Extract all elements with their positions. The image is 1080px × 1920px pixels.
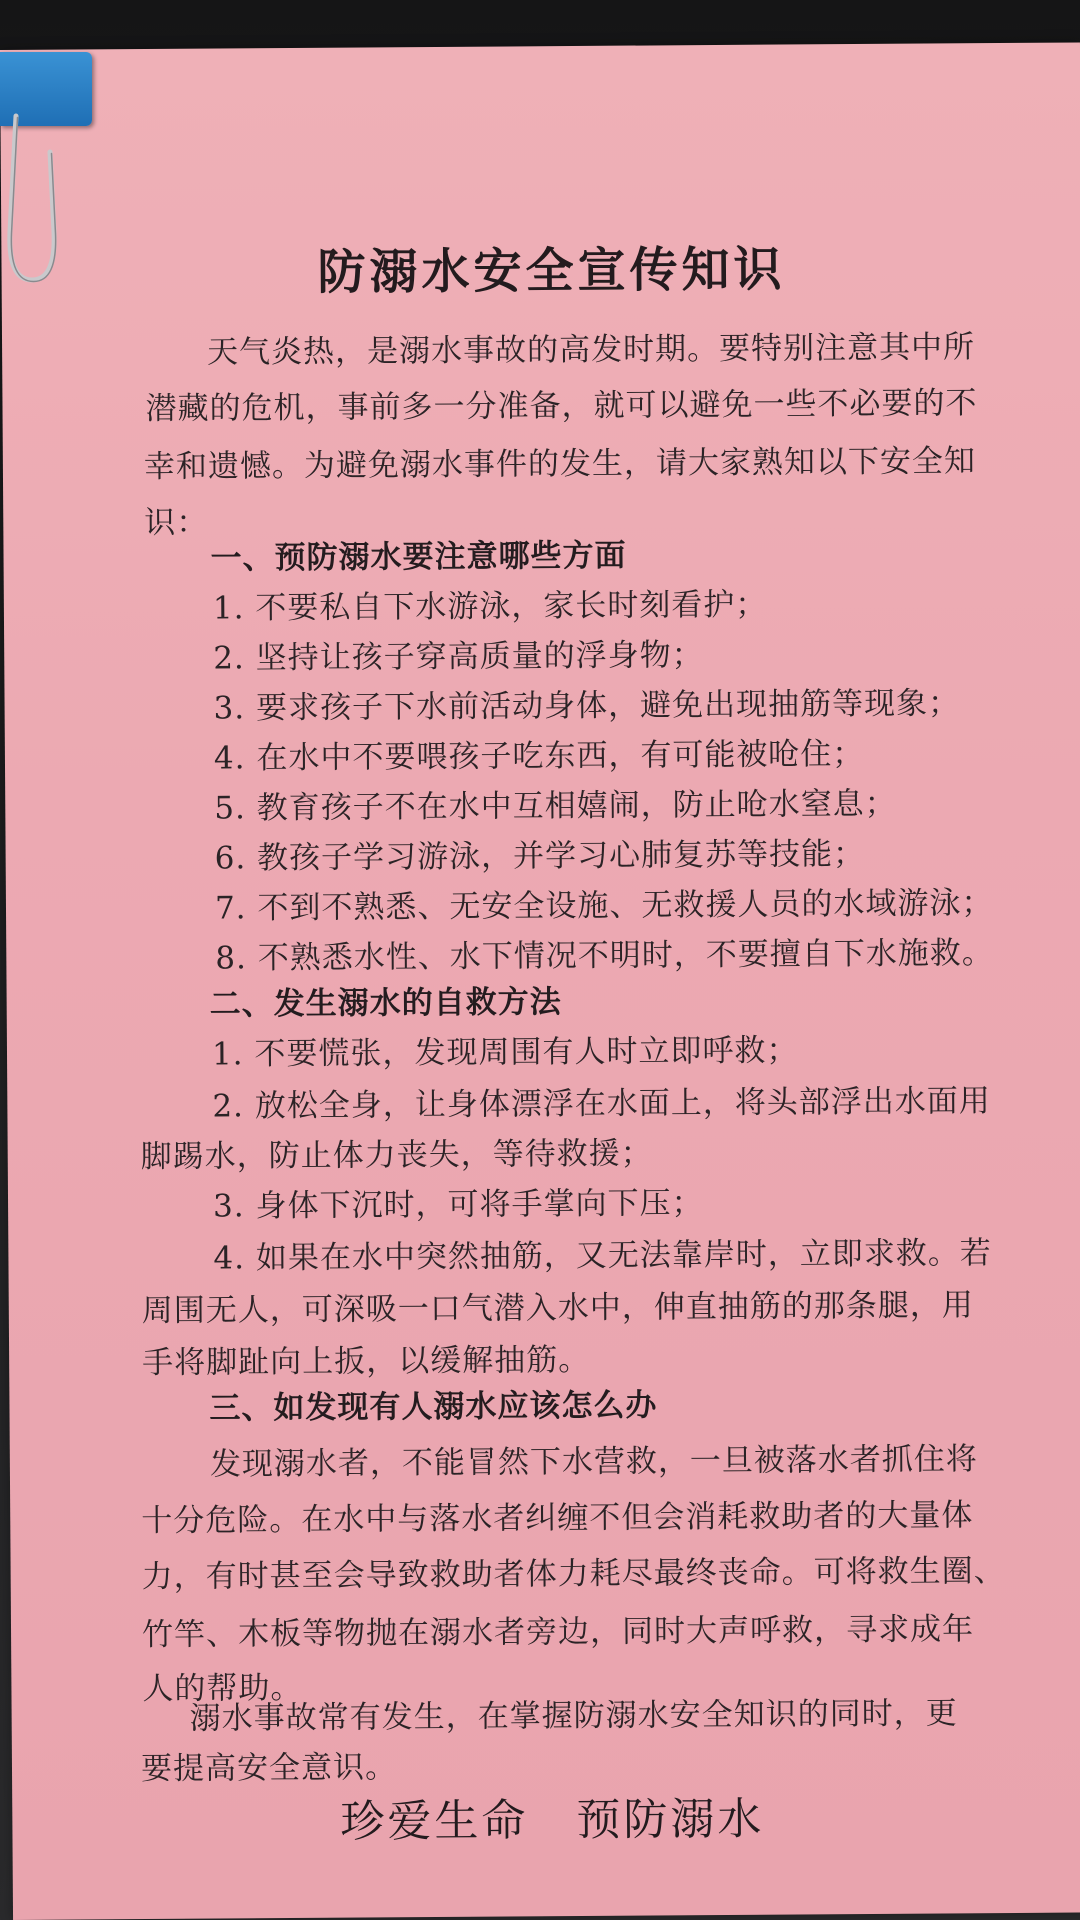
closing-line: 溺水事故常有发生，在掌握防溺水安全知识的同时，更 [189,1695,958,1737]
list-item: 7. 不到不熟悉、无安全设施、无救援人员的水域游泳； [214,885,994,927]
list-item: 5. 教育孩子不在水中互相嬉闹，防止呛水窒息； [214,785,897,827]
list-item: 1. 不要私自下水游泳，家长时刻看护； [212,586,768,627]
section-heading: 一、预防溺水要注意哪些方面 [210,537,627,577]
list-item: 手将脚趾向上扳，以缓解抽筋。 [142,1341,591,1382]
list-item: 8. 不熟悉水性、水下情况不明时，不要擅自下水施救。 [215,935,994,977]
slogan [12,1780,1080,1852]
list-item: 周围无人，可深吸一口气潜入水中，伸直抽筋的那条腿，用 [141,1287,974,1330]
list-item: 2. 放松全身，让身体漂浮在水面上，将头部浮出水面用 [212,1083,991,1125]
list-item: 2. 坚持让孩子穿高质量的浮身物； [213,637,704,677]
list-item: 3. 身体下沉时，可将手掌向下压； [212,1185,704,1225]
paragraph-line: 力，有时甚至会导致救助者体力耗尽最终丧命。可将救生圈、 [141,1553,1006,1596]
document-title: 防溺水安全宣传知识 [317,241,786,301]
closing-line: 要提高安全意识。 [140,1749,398,1788]
intro-line: 潜藏的危机，事前多一分准备，就可以避免一些不必要的不 [145,385,978,427]
list-item: 6. 教孩子学习游泳，并学习心肺复苏等技能； [214,835,866,877]
intro-line: 天气炎热，是溺水事故的高发时期。要特别注意其中所 [206,329,976,371]
section-heading: 三、如发现有人溺水应该怎么办 [209,1387,658,1427]
intro-line: 识： [144,504,209,542]
pink-paper-sheet [0,42,1080,1919]
list-item: 脚踢水，防止体力丧失，等待救援； [140,1135,653,1176]
paragraph-line: 人的帮助。 [142,1669,303,1708]
slogan-left: 珍爱生命 [340,1795,529,1848]
slogan-right: 预防溺水 [576,1793,765,1847]
binder-clip-wire-icon [2,112,62,287]
paragraph-line: 发现溺水者，不能冒然下水营救，一旦被落水者抓住将 [209,1441,978,1483]
list-item: 4. 如果在水中突然抽筋，又无法靠岸时，立即求救。若 [213,1235,992,1277]
intro-line: 幸和遗憾。为避免溺水事件的发生，请大家熟知以下安全知 [143,443,977,486]
list-item: 4. 在水中不要喂孩子吃东西，有可能被呛住； [213,735,865,777]
list-item: 3. 要求孩子下水前活动身体，避免出现抽筋等现象； [213,685,961,727]
paragraph-line: 十分危险。在水中与落水者纠缠不但会消耗救助者的大量体 [141,1497,974,1540]
paragraph-line: 竹竿、木板等物抛在溺水者旁边，同时大声呼救，寻求成年 [141,1611,975,1654]
section-heading: 二、发生溺水的自救方法 [209,984,562,1023]
list-item: 1. 不要慌张，发现周围有人时立即呼救； [211,1032,799,1073]
